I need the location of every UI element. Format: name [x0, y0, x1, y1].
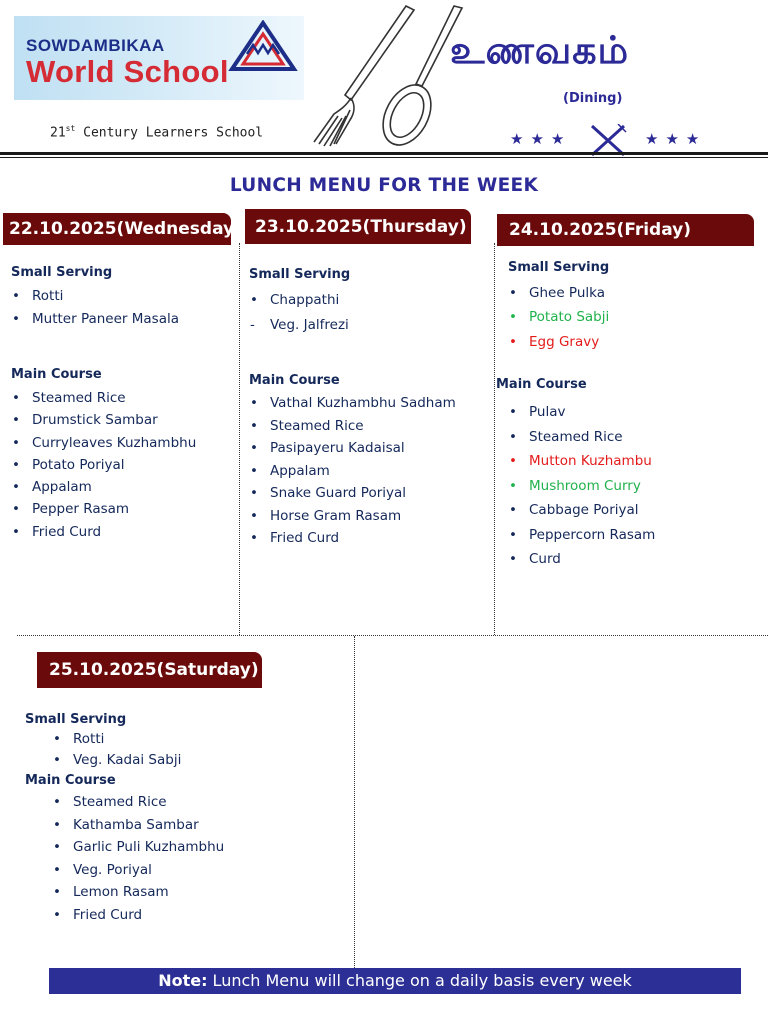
menu-item-name: Peppercorn Rasam [529, 526, 656, 543]
bullet-icon: • [250, 462, 258, 479]
column-divider [494, 243, 495, 635]
menu-list [250, 288, 349, 337]
bullet-icon: • [250, 395, 258, 411]
menu-item-name: Veg. Jalfrezi [270, 316, 349, 333]
bullet-icon: • [509, 309, 517, 326]
bullet-icon: • [250, 440, 258, 456]
menu-item-name: Mutton Kuzhambu [529, 453, 652, 469]
fork-spoon-icon [306, 2, 471, 152]
bullet-icon: • [53, 752, 61, 768]
menu-item-name: Curryleaves Kuzhambhu [32, 434, 197, 451]
bullet-icon: • [12, 434, 20, 451]
note-label: Note: [158, 971, 208, 990]
menu-item [509, 523, 656, 548]
bullet-icon: • [509, 453, 517, 469]
bullet-icon: • [12, 288, 20, 304]
bullet-icon: • [509, 404, 517, 420]
menu-item-name: Veg. Poriyal [73, 861, 152, 878]
menu-item [509, 498, 655, 523]
bullet-icon: • [53, 794, 61, 810]
menu-item [12, 387, 196, 409]
menu-item-name: Ghee Pulka [529, 285, 605, 301]
menu-item [12, 432, 197, 454]
menu-list [250, 392, 456, 550]
section-heading: Main Course [11, 367, 102, 382]
menu-item-name: Horse Gram Rasam [270, 507, 402, 524]
menu-item [250, 505, 456, 528]
menu-item-name: Fried Curd [270, 530, 340, 546]
menu-item-name: Rotti [73, 731, 105, 747]
bullet-icon: • [509, 502, 517, 518]
section-heading: Small Serving [11, 265, 113, 280]
menu-item [53, 791, 224, 814]
menu-item [12, 409, 196, 431]
header-divider-thin [0, 157, 768, 158]
dining-subtitle: (Dining) [563, 91, 623, 106]
bullet-icon: • [12, 412, 20, 429]
menu-item [12, 476, 196, 498]
bullet-icon: • [53, 906, 61, 923]
menu-item-name: Egg Gravy [529, 333, 600, 350]
menu-item [250, 527, 456, 550]
day-banner: 23.10.2025(Thursday) [245, 209, 471, 244]
menu-item-name: Rotti [32, 288, 64, 304]
menu-item [53, 904, 224, 927]
menu-item [509, 449, 655, 474]
bullet-icon: • [509, 551, 517, 567]
menu-item-name: Steamed Rice [529, 428, 623, 445]
menu-item [250, 437, 456, 460]
school-name-main: World School [26, 54, 229, 89]
school-tagline: 21st Century Learners School [50, 124, 264, 141]
menu-item [250, 392, 456, 415]
note-banner [49, 968, 741, 994]
menu-item-name: Kathamba Sambar [73, 816, 199, 833]
menu-item [12, 454, 196, 476]
day-banner: 22.10.2025(Wednesday) [3, 213, 231, 245]
menu-item-name: Curd [529, 551, 561, 567]
menu-item-name: Steamed Rice [32, 390, 126, 406]
menu-item [509, 281, 609, 305]
section-heading: Main Course [249, 373, 340, 388]
dining-title: உணவகம் [450, 28, 630, 72]
menu-item [509, 400, 655, 425]
menu-item-name: Lemon Rasam [73, 884, 169, 900]
menu-item [53, 750, 182, 771]
menu-item [250, 460, 456, 483]
school-name-top: SOWDAMBIKAA [26, 36, 165, 55]
bullet-icon: • [250, 417, 258, 434]
menu-item [250, 313, 349, 338]
menu-item [509, 305, 610, 329]
menu-item [250, 482, 456, 505]
menu-item-name: Fried Curd [73, 906, 143, 923]
bullet-icon: • [250, 485, 258, 501]
note-text: Lunch Menu will change on a daily basis every week [207, 971, 632, 990]
menu-item-name: Pasipayeru Kadaisal [270, 440, 405, 456]
column-divider [354, 636, 355, 968]
menu-item-name: Snake Guard Poriyal [270, 485, 407, 501]
menu-item-name: Potato Sabji [529, 309, 610, 326]
bullet-icon: • [250, 507, 258, 524]
bullet-icon: • [12, 479, 20, 496]
menu-list [509, 281, 610, 354]
menu-item-name: Potato Poriyal [32, 456, 125, 473]
bullet-icon: • [53, 884, 61, 900]
bullet-icon: • [12, 390, 20, 406]
menu-list [12, 285, 180, 330]
menu-item [250, 415, 456, 438]
menu-item-name: Garlic Puli Kuzhambhu [73, 839, 225, 855]
menu-item [12, 285, 179, 308]
menu-item [53, 814, 224, 837]
bullet-icon: • [509, 428, 517, 445]
bullet-icon: • [53, 731, 61, 747]
section-heading: Small Serving [508, 260, 610, 275]
stars-right: ★★★ [645, 130, 707, 148]
menu-item-name: Vathal Kuzhambhu Sadham [270, 395, 456, 411]
bullet-icon: • [12, 523, 20, 540]
menu-item [509, 330, 609, 354]
menu-item [12, 521, 196, 543]
menu-item-name: Pulav [529, 404, 566, 420]
section-heading: Main Course [496, 377, 587, 392]
menu-item [53, 729, 181, 750]
page-title: LUNCH MENU FOR THE WEEK [229, 175, 539, 196]
section-heading: Main Course [25, 773, 116, 788]
bullet-icon: • [53, 816, 61, 833]
menu-item-name: Mutter Paneer Masala [32, 310, 180, 327]
menu-list [12, 387, 197, 543]
menu-item-name: Appalam [32, 479, 92, 496]
menu-item [509, 474, 655, 499]
menu-item [53, 836, 225, 859]
section-heading: Small Serving [249, 267, 351, 282]
header-divider [0, 152, 768, 155]
bullet-icon: • [509, 477, 517, 494]
bullet-icon: • [509, 285, 517, 301]
school-emblem-icon [228, 20, 298, 72]
menu-item-name: Appalam [270, 462, 330, 479]
menu-item-name: Fried Curd [32, 523, 102, 540]
menu-item [509, 425, 655, 450]
menu-list menu-list-large [53, 791, 225, 926]
menu-item [53, 859, 224, 882]
menu-list [509, 400, 656, 572]
menu-item-name: Pepper Rasam [32, 501, 130, 518]
bullet-icon: • [53, 839, 61, 855]
menu-list [53, 729, 182, 771]
bullet-icon: • [12, 501, 20, 518]
bullet-icon: • [509, 333, 517, 350]
bullet-icon: • [250, 292, 258, 308]
bullet-icon: • [12, 310, 20, 327]
menu-item-name: Chappathi [270, 292, 340, 308]
menu-item-name: Veg. Kadai Sabji [73, 752, 182, 768]
section-heading: Small Serving [25, 712, 127, 727]
menu-item [250, 288, 349, 313]
bullet-icon: • [53, 861, 61, 878]
menu-item-name: Drumstick Sambar [32, 412, 158, 429]
menu-item-name: Steamed Rice [270, 417, 364, 434]
bullet-icon: • [509, 526, 517, 543]
stars-left: ★★★ [510, 130, 572, 148]
menu-item [509, 547, 655, 572]
menu-item-name: Steamed Rice [73, 794, 167, 810]
row-divider [17, 635, 768, 636]
day-banner: 24.10.2025(Friday) [497, 214, 754, 246]
bullet-icon: - [250, 316, 255, 333]
menu-item [53, 881, 224, 904]
menu-item [12, 498, 196, 520]
menu-item [12, 308, 180, 331]
menu-item-name: Cabbage Poriyal [529, 502, 639, 518]
menu-item-name: Mushroom Curry [529, 477, 641, 494]
bullet-icon: • [250, 530, 258, 546]
column-divider [239, 243, 240, 635]
school-logo [14, 16, 304, 100]
bullet-icon: • [12, 456, 20, 473]
day-banner: 25.10.2025(Saturday) [37, 652, 262, 688]
